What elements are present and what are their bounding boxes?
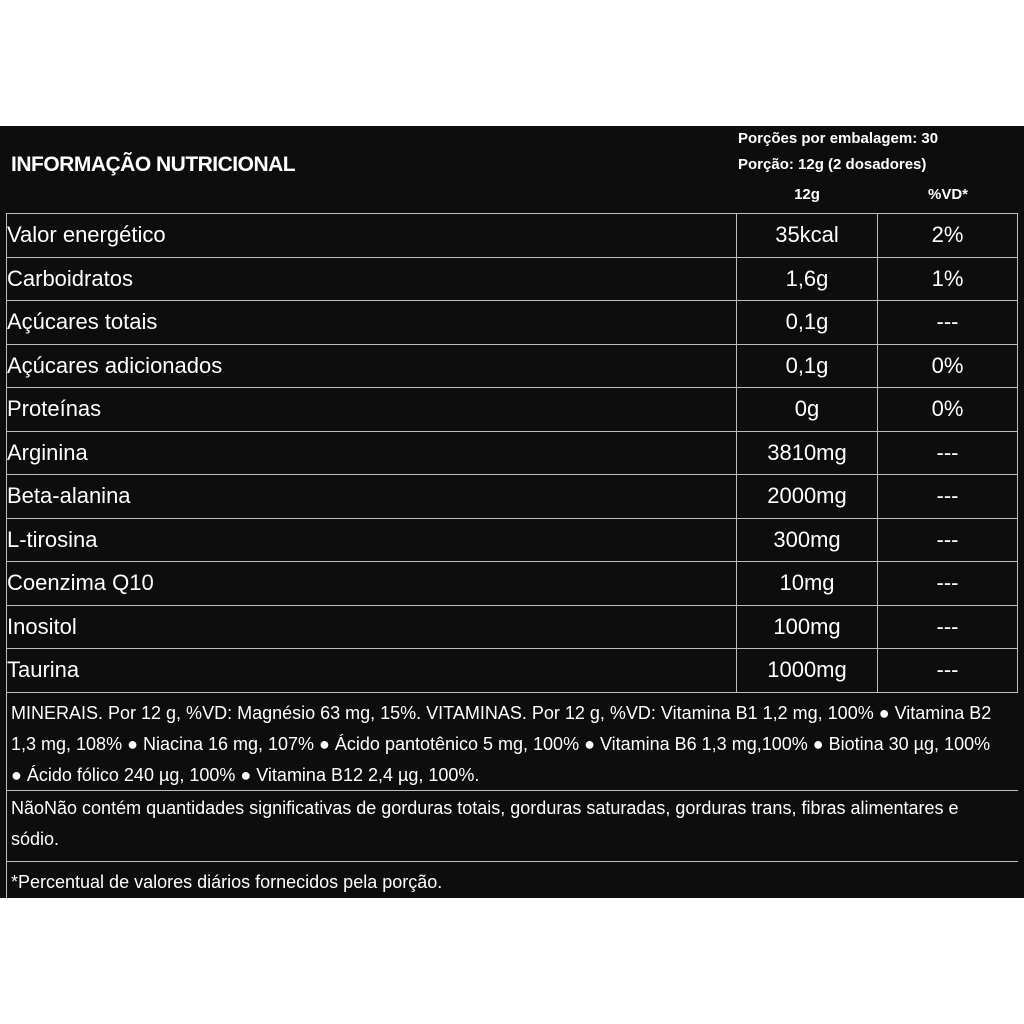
nutrient-amount: 300mg bbox=[737, 518, 878, 562]
table-row bbox=[7, 518, 1018, 562]
nutrient-name: Taurina bbox=[7, 649, 737, 693]
nutrition-header bbox=[0, 126, 1024, 213]
nutrient-dv: 1% bbox=[878, 257, 1018, 301]
not-significant-note: NãoNão contém quantidades significativas de gorduras totais, gorduras saturadas, gorduras trans, fibras alimentares e sódio. bbox=[11, 798, 959, 849]
nutrient-name: Beta-alanina bbox=[7, 475, 737, 519]
nutrient-name: Inositol bbox=[7, 605, 737, 649]
nutrition-title: INFORMAÇÃO NUTRICIONAL bbox=[11, 153, 296, 176]
table-row bbox=[7, 649, 1018, 693]
nutrient-name: Coenzima Q10 bbox=[7, 562, 737, 606]
nutrient-dv: --- bbox=[878, 301, 1018, 345]
nutrient-name: Açúcares totais bbox=[7, 301, 737, 345]
nutrient-amount: 0g bbox=[737, 388, 878, 432]
table-row bbox=[7, 301, 1018, 345]
nutrient-name: Valor energético bbox=[7, 214, 737, 258]
amount-column-header: 12g bbox=[794, 186, 820, 203]
nutrient-dv: --- bbox=[878, 475, 1018, 519]
table-row bbox=[7, 257, 1018, 301]
nutrient-dv: --- bbox=[878, 605, 1018, 649]
nutrient-name: L-tirosina bbox=[7, 518, 737, 562]
nutrient-dv: --- bbox=[878, 649, 1018, 693]
nutrient-dv: 0% bbox=[878, 344, 1018, 388]
nutrient-dv: --- bbox=[878, 518, 1018, 562]
nutrient-amount: 3810mg bbox=[737, 431, 878, 475]
minerals-vitamins-note: MINERAIS. Por 12 g, %VD: Magnésio 63 mg, 15%. VITAMINAS. Por 12 g, %VD: Vitamina B1 1,2 mg, 100% ● Vitamina B2 1,3 mg, 108% ● Niacina 16 mg, 107% ● Ácido pantotênico 5 mg, 100% ● Vitamina B6 1,3 mg,100% ● Biotina 30 µg, 100% ● Ácido fólico 240 µg, 100% ● Vitamina B12 2,4 µg, 100%. bbox=[11, 703, 992, 785]
nutrient-table bbox=[6, 213, 1018, 693]
nutrition-facts-panel bbox=[0, 126, 1024, 898]
nutrient-name: Carboidratos bbox=[7, 257, 737, 301]
dv-column-header: %VD* bbox=[927, 186, 968, 203]
nutrient-amount: 10mg bbox=[737, 562, 878, 606]
divider bbox=[6, 790, 1018, 791]
servings-per-package: Porções por embalagem: 30 bbox=[738, 130, 939, 147]
nutrient-dv: 0% bbox=[878, 388, 1018, 432]
nutrient-amount: 0,1g bbox=[737, 301, 878, 345]
nutrient-dv: --- bbox=[878, 431, 1018, 475]
nutrient-amount: 0,1g bbox=[737, 344, 878, 388]
nutrient-dv: --- bbox=[878, 562, 1018, 606]
table-row bbox=[7, 605, 1018, 649]
nutrient-amount: 100mg bbox=[737, 605, 878, 649]
nutrient-amount: 1000mg bbox=[737, 649, 878, 693]
serving-size: Porção: 12g (2 dosadores) bbox=[738, 156, 927, 173]
nutrient-name: Arginina bbox=[7, 431, 737, 475]
table-row bbox=[7, 431, 1018, 475]
nutrient-name: Proteínas bbox=[7, 388, 737, 432]
table-row bbox=[7, 214, 1018, 258]
nutrient-dv: 2% bbox=[878, 214, 1018, 258]
nutrient-amount: 35kcal bbox=[737, 214, 878, 258]
dv-footnote: *Percentual de valores diários fornecidos pela porção. bbox=[11, 872, 443, 892]
nutrient-amount: 1,6g bbox=[737, 257, 878, 301]
nutrient-amount: 2000mg bbox=[737, 475, 878, 519]
table-row bbox=[7, 388, 1018, 432]
table-row bbox=[7, 562, 1018, 606]
table-row bbox=[7, 344, 1018, 388]
table-row bbox=[7, 475, 1018, 519]
nutrient-name: Açúcares adicionados bbox=[7, 344, 737, 388]
divider bbox=[6, 861, 1018, 862]
